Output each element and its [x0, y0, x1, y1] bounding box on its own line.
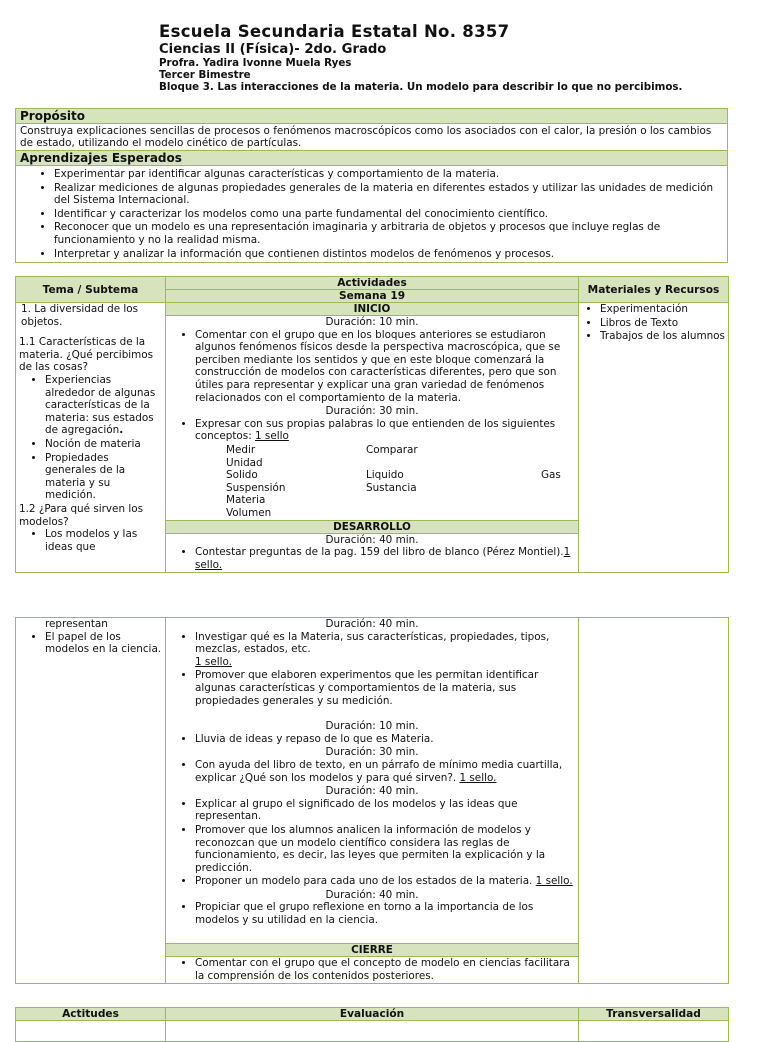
list-item: • Investigar qué es la Materia, sus características, propiedades, tipos, mezclas, estados, etc. 1 sello.: [195, 631, 575, 669]
list-item: • Experiencias alrededor de algunas características de la materia: sus estados de agregación.: [45, 374, 162, 437]
desarrollo-activities: [166, 533, 579, 573]
list-item: • El papel de los modelos en la ciencia.: [45, 631, 162, 656]
list-item: • Propiedades generales de la materia y su medición.: [45, 452, 162, 502]
activities-table-2: [15, 617, 729, 984]
col-header-materiales: Materiales y Recursos: [579, 277, 729, 303]
col-header-transversalidad: Transversalidad: [579, 1008, 729, 1021]
proposito-text: Construya explicaciones sencillas de procesos o fenómenos macroscópicos como los asociados con el calor, la presión o los cambios de estado, utilizando el modelo cinético de partículas.: [20, 125, 712, 149]
list-item: • Trabajos de los alumnos: [600, 330, 725, 343]
concept: Gas: [541, 469, 561, 482]
duration: Duración: 10 min.: [325, 316, 419, 328]
duration: Duración: 30 min.: [325, 405, 419, 418]
semana-label: Semana 19: [166, 290, 579, 303]
duration: Duración: 40 min.: [325, 888, 419, 901]
cierre-band: CIERRE: [166, 944, 579, 957]
duration: Duración: 10 min.: [325, 720, 419, 733]
aprendizajes-heading: Aprendizajes Esperados: [16, 150, 727, 166]
list-item: • Experimentación: [600, 303, 725, 316]
document-header: [159, 22, 682, 93]
inicio-activities: [166, 316, 579, 521]
list-item: • Comentar con el grupo que el concepto de modelo en ciencias facilitara la comprensión de los contenidos posteriores.: [195, 957, 575, 982]
desarrollo-band: DESARROLLO: [166, 520, 579, 533]
concept: Sustancia: [366, 481, 417, 494]
duration: Duración: 40 min.: [325, 785, 419, 798]
list-item: • Contestar preguntas de la pag. 159 del libro de blanco (Pérez Montiel).1 sello.: [195, 546, 575, 571]
desarrollo-activities-continued: [166, 618, 579, 944]
list-item: • Con ayuda del libro de texto, en un párrafo de mínimo media cuartilla, explicar ¿Qué son los modelos y para qué sirven?. 1 sello.: [195, 759, 575, 784]
list-item: • Identificar y caracterizar los modelos como una parte fundamental del conocimiento científico.: [54, 208, 727, 221]
subject-title: Ciencias II (Física)- 2do. Grado: [159, 42, 387, 57]
list-item: • Libros de Texto: [600, 317, 725, 330]
tema-cell: [16, 303, 166, 573]
concept: Liquido: [366, 469, 404, 482]
list-item: • Explicar al grupo el significado de los modelos y las ideas que representan.: [195, 798, 575, 823]
list-item: • Comentar con el grupo que en los bloques anteriores se estudiaron algunos fenómenos físicos desde la perspectiva macroscópica, que se perciben mediante los sentidos y que en este bloque comenzará la construcción de modelos con características diferentes, pero que son útiles para representar y explicar una gran variedad de fenómenos relacionados con el comportamiento de la materia.: [195, 329, 575, 405]
list-item: • Noción de materia: [45, 438, 162, 451]
subtema-1-1: 1.1 Características de la materia. ¿Qué percibimos de las cosas?: [19, 336, 154, 374]
concept: Comparar: [366, 443, 418, 456]
tema-continued-text: representan: [45, 618, 108, 630]
tema-1: 1. La diversidad de los objetos.: [21, 303, 139, 328]
term-label: Tercer Bimestre: [159, 69, 251, 81]
list-item: • Experimentar par identificar algunas características y comportamiento de la materia.: [54, 168, 727, 181]
concept: Suspensión: [226, 481, 286, 494]
col-header-evaluacion: Evaluación: [166, 1008, 579, 1021]
col-header-actitudes: Actitudes: [16, 1008, 166, 1021]
tema-cell-continued: [16, 618, 166, 984]
concept: Materia: [226, 494, 266, 507]
list-item: • Realizar mediciones de algunas propiedades generales de la materia en diferentes estados y utilizar las unidades de medición del Sistema Internacional.: [54, 182, 727, 207]
duration: Duración: 30 min.: [325, 746, 419, 759]
materiales-cell: [579, 303, 729, 573]
list-item: • Lluvia de ideas y repaso de lo que es Materia.: [195, 733, 575, 746]
school-name: Escuela Secundaria Estatal No. 8357: [159, 22, 510, 41]
concept: Medir: [226, 443, 256, 456]
inicio-band: INICIO: [166, 303, 579, 316]
list-item: • Reconocer que un modelo es una representación imaginaria y arbitraria de objetos y procesos que incluye reglas de funcionamiento y no la realidad misma.: [54, 221, 727, 246]
concept: Solido: [226, 469, 258, 482]
concept: Volumen: [226, 506, 272, 519]
teacher-name: Profra. Yadira Ivonne Muela Ryes: [159, 57, 352, 69]
activities-table-1: [15, 276, 729, 573]
evaluation-table: [15, 1007, 729, 1042]
list-item: • Promover que elaboren experimentos que les permitan identificar algunas características y comportamientos de la materia, sus propiedades generales y su medición.: [195, 669, 575, 707]
list-item: • Propiciar que el grupo reflexione en torno a la importancia de los modelos y su utilidad en la ciencia.: [195, 901, 575, 926]
list-item: • Expresar con sus propias palabras lo que entienden de los siguientes conceptos: 1 sello: [195, 418, 575, 443]
list-item: • Interpretar y analizar la información que contienen distintos modelos de fenómenos y procesos.: [54, 248, 727, 261]
subtema-1-2: 1.2 ¿Para qué sirven los modelos?: [19, 502, 143, 528]
aprendizajes-list: [16, 166, 727, 260]
col-header-actividades: Actividades: [166, 277, 579, 290]
objectives-box: [15, 108, 728, 263]
duration: Duración: 40 min.: [325, 618, 419, 630]
concept: Unidad: [226, 456, 263, 469]
concepts-grid: [169, 444, 575, 520]
materiales-cell-continued: [579, 618, 729, 984]
cierre-activities: [166, 957, 579, 984]
duration: Duración: 40 min.: [325, 533, 419, 546]
list-item: • Promover que los alumnos analicen la información de modelos y reconozcan que un modelo científico considera las reglas de funcionamiento, es decir, las leyes que permiten la explicación y la predicción.: [195, 824, 575, 874]
proposito-heading: Propósito: [16, 109, 727, 124]
col-header-tema: Tema / Subtema: [16, 277, 166, 303]
block-title: Bloque 3. Las interacciones de la materia. Un modelo para describir lo que no percibimos.: [159, 81, 683, 93]
list-item: • Los modelos y las ideas que: [45, 528, 162, 553]
list-item: • Proponer un modelo para cada uno de los estados de la materia. 1 sello.: [195, 875, 575, 888]
